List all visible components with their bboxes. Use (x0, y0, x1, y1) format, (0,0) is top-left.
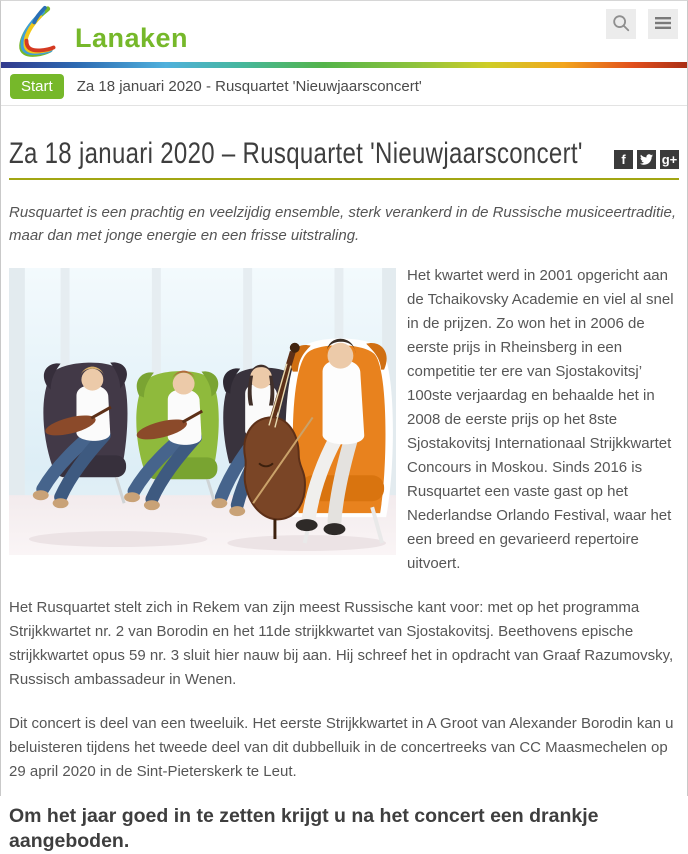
article-closing: Om het jaar goed in te zetten krijgt u na het concert een drankje aangeboden. (9, 804, 679, 854)
header-buttons (606, 9, 678, 39)
hamburger-icon (654, 16, 672, 33)
facebook-share-icon[interactable]: f (614, 150, 633, 169)
search-icon (611, 13, 631, 36)
search-button[interactable] (606, 9, 636, 39)
title-row (9, 137, 679, 180)
article-body (9, 264, 679, 854)
article-paragraph: Het kwartet werd in 2001 opgericht aan de Tchaikovsky Academie en viel al snel in de prijzen. Zo won het in 2006 de eerste prijs in Rheinsberg in een competitie ter ere van Sjostakovitsj’ 100ste verjaardag en behaalde het in 2008 de eerste prijs op het 8ste Sjostakovitsj Internationaal Strijkkwartet Concours in Moskou. Sinds 2016 is Rusquartet een vaste gast op het Nederlandse Orlando Festival, waar het een breed en gevarieerd repertoire uitvoert. (9, 264, 679, 576)
article-paragraph: Het Rusquartet stelt zich in Rekem van zijn meest Russische kant voor: met op het programma Strijkkwartet nr. 2 van Borodin en het 11de strijkkwartet van Sjostakovitsj. Beethovens epische strijkkwartet opus 59 nr. 3 sluit hier nauw bij aan. Hij schreef het in opdracht van Graaf Razumovsky, Russisch ambassadeur in Wenen. (9, 596, 679, 692)
article-intro: Rusquartet is een prachtig en veelzijdig ensemble, sterk verankerd in de Russische musiceertraditie, maar dan met jonge energie en een frisse uitstraling. (9, 201, 679, 248)
menu-button[interactable] (648, 9, 678, 39)
main-content (1, 137, 687, 854)
breadcrumb-current: Za 18 januari 2020 - Rusquartet 'Nieuwjaarsconcert' (77, 78, 422, 95)
site-title: Lanaken (75, 23, 188, 54)
lanaken-logo-icon (11, 4, 69, 67)
lanaken-logo[interactable] (11, 4, 188, 67)
article-paragraph: Dit concert is deel van een tweeluik. Het eerste Strijkkwartet in A Groot van Alexander Borodin kan u beluisteren tijdens het tweede deel van dit dubbelluik in de concertreeks van CC Maasmechelen op 29 april 2020 in de Sint-Pieterskerk te Leut. (9, 712, 679, 784)
breadcrumb (1, 68, 687, 106)
page-title: Za 18 januari 2020 – Rusquartet 'Nieuwjaarsconcert' (9, 137, 583, 171)
breadcrumb-start-button[interactable]: Start (10, 74, 64, 99)
site-header (1, 1, 687, 62)
share-buttons (614, 150, 679, 169)
quartet-photo (9, 268, 396, 555)
googleplus-share-icon[interactable]: g+ (660, 150, 679, 169)
twitter-share-icon[interactable] (637, 150, 656, 169)
